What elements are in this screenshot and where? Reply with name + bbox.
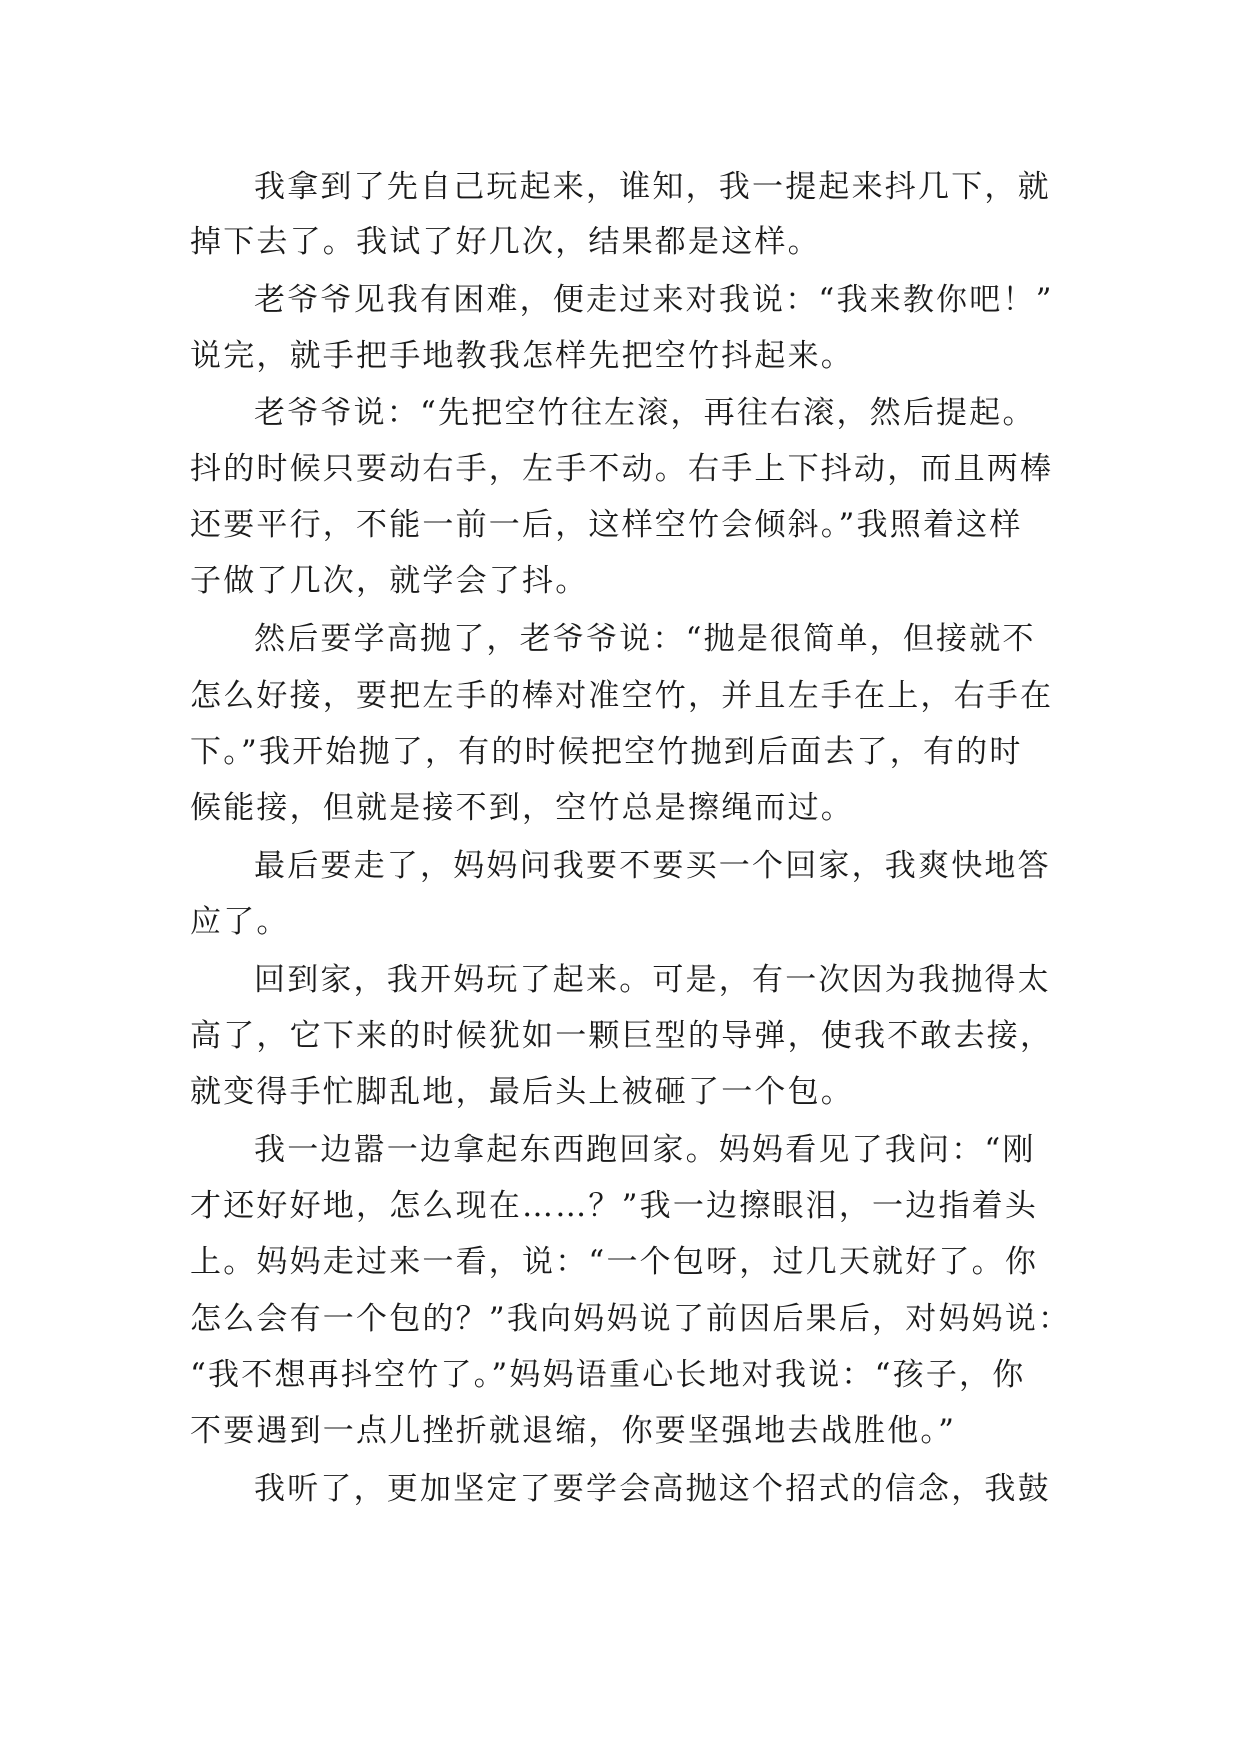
text-line: 抖的时候只要动右手，左手不动。右手上下抖动，而且两棒 [190, 451, 1054, 487]
text-line: 怎么会有一个包的？”我向妈妈说了前因后果后，对妈妈说： [190, 1301, 1072, 1337]
text-line: 不要遇到一点儿挫折就退缩，你要坚强地去战胜他。” [190, 1413, 957, 1449]
text-line: 下。”我开始抛了，有的时候把空竹抛到后面去了，有的时 [190, 734, 1023, 770]
text-line: 怎么好接，要把左手的棒对准空竹，并且左手在上，右手在 [190, 678, 1054, 714]
text-line: 我拿到了先自己玩起来，谁知，我一提起来抖几下，就 [254, 169, 1051, 205]
text-line: 老爷爷见我有困难，便走过来对我说：“我来教你吧！” [254, 282, 1054, 318]
text-line: 回到家，我开妈玩了起来。可是，有一次因为我抛得太 [254, 962, 1051, 998]
text-line: “我不想再抖空竹了。”妈妈语重心长地对我说：“孩子，你 [190, 1357, 1026, 1393]
text-line: 说完，就手把手地教我怎样先把空竹抖起来。 [190, 338, 854, 374]
text-line: 老爷爷说：“先把空竹往左滚，再往右滚，然后提起。 [254, 395, 1036, 431]
text-line: 我听了，更加坚定了要学会高抛这个招式的信念，我鼓 [254, 1471, 1051, 1507]
text-line: 最后要走了，妈妈问我要不要买一个回家，我爽快地答 [254, 848, 1051, 884]
text-line: 候能接，但就是接不到，空竹总是擦绳而过。 [190, 790, 854, 826]
text-line: 我一边嚣一边拿起东西跑回家。妈妈看见了我问：“刚 [254, 1132, 1036, 1168]
text-line: 掉下去了。我试了好几次，结果都是这样。 [190, 224, 821, 260]
text-line: 就变得手忙脚乱地，最后头上被砸了一个包。 [190, 1074, 854, 1110]
text-line: 高了，它下来的时候犹如一颗巨型的导弹，使我不敢去接， [190, 1018, 1054, 1054]
text-line: 还要平行，不能一前一后，这样空竹会倾斜。”我照着这样 [190, 507, 1023, 543]
text-line: 才还好好地，怎么现在……？”我一边擦眼泪，一边指着头 [190, 1188, 1039, 1224]
text-line: 应了。 [190, 904, 290, 940]
text-line: 然后要学高抛了，老爷爷说：“抛是很简单，但接就不 [254, 621, 1036, 657]
text-line: 上。妈妈走过来一看，说：“一个包呀，过几天就好了。你 [190, 1244, 1039, 1280]
text-line: 子做了几次，就学会了抖。 [190, 563, 589, 599]
